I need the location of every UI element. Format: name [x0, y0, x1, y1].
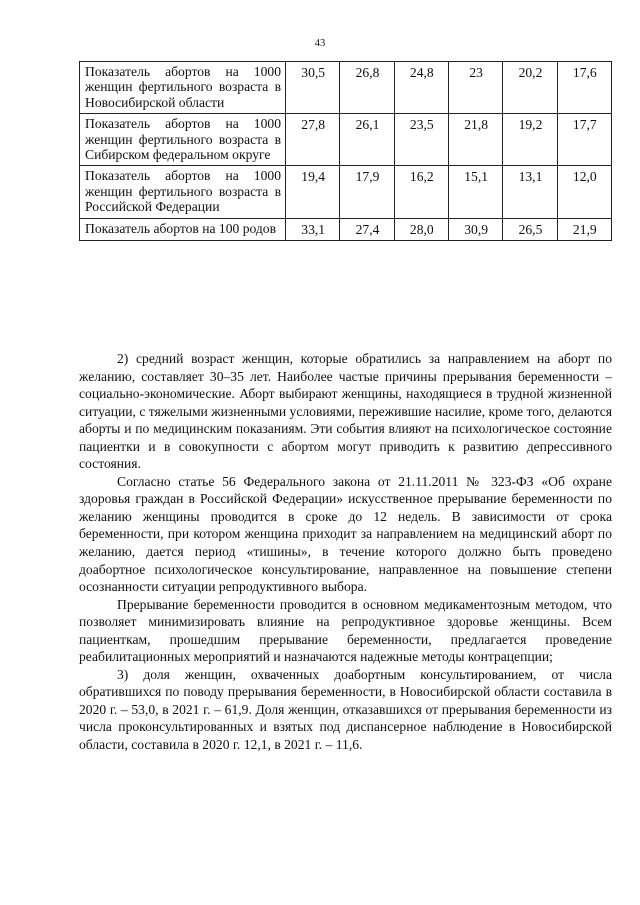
table-row [80, 114, 612, 166]
body-text [79, 350, 612, 754]
table-cell: 15,1 [448, 166, 502, 218]
table-cell: 17,7 [557, 114, 611, 166]
table-row [80, 166, 612, 218]
table-cell: 30,9 [448, 218, 502, 240]
table-row [80, 218, 612, 240]
table-cell: 23 [448, 62, 502, 114]
table-cell: 24,8 [394, 62, 448, 114]
table-cell: 20,2 [503, 62, 557, 114]
table-cell: 26,1 [340, 114, 394, 166]
row-label: Показатель абортов на 1000 женщин фертильного возраста в Российской Федерации [80, 166, 286, 218]
table-cell: 19,2 [503, 114, 557, 166]
table-cell: 17,9 [340, 166, 394, 218]
paragraph: 3) доля женщин, охваченных доабортным консультированием, от числа обратившихся по поводу прерывания беременности, в Новосибирской области составила в 2020 г. – 53,0, в 2021 г. – 61,9. Доля женщин, отказавшихся от прерывания беременности из числа проконсультированных и взятых под диспансерное наблюдение в Новосибирской области, составила в 2020 г. 12,1, в 2021 г. – 11,6. [79, 666, 612, 753]
paragraph: Согласно статье 56 Федерального закона от 21.11.2011 № 323-ФЗ «Об охране здоровья граждан в Российской Федерации» искусственное прерывание беременности по желанию женщины проводится в сроке до 12 недель. В зависимости от срока беременности, при котором женщина приходит за направлением на медицинский аборт по желанию, дается период «тишины», в течение которого должно быть проведено доабортное психологическое консультирование, направленное на повышение степени осознанности ситуации репродуктивного выбора. [79, 473, 612, 595]
table-row [80, 62, 612, 114]
row-label: Показатель абортов на 1000 женщин фертильного возраста в Новосибирской области [80, 62, 286, 114]
row-label: Показатель абортов на 1000 женщин фертильного возраста в Сибирском федеральном округе [80, 114, 286, 166]
paragraph: 2) средний возраст женщин, которые обратились за направлением на аборт по желанию, составляет 30–35 лет. Наиболее частые причины прерывания беременности – социально-экономические. Аборт выбирают женщины, находящиеся в трудной жизненной ситуации, с тяжелыми жизненными условиями, пережившие насилие, кроме того, делаются аборты и по медицинским показаниям. Эти события влияют на психологическое состояние пациентки и в совокупности с абортом могут приводить к развитию депрессивного состояния. [79, 351, 612, 472]
table-cell: 12,0 [557, 166, 611, 218]
table-cell: 21,9 [557, 218, 611, 240]
row-label: Показатель абортов на 100 родов [80, 218, 286, 240]
table-cell: 28,0 [394, 218, 448, 240]
table-cell: 26,5 [503, 218, 557, 240]
table-cell: 23,5 [394, 114, 448, 166]
table-cell: 33,1 [286, 218, 340, 240]
table-cell: 27,4 [340, 218, 394, 240]
page-number: 43 [314, 38, 326, 49]
table-cell: 19,4 [286, 166, 340, 218]
table-cell: 21,8 [448, 114, 502, 166]
table-cell: 17,6 [557, 62, 611, 114]
table-cell: 16,2 [394, 166, 448, 218]
paragraph: Прерывание беременности проводится в основном медикаментозным методом, что позволяет минимизировать влияние на репродуктивное здоровье женщины. Всем пациенткам, прошедшим прерывание беременности, предлагается проведение реабилитационных мероприятий и назначаются надежные методы контрацепции; [79, 596, 612, 665]
table-cell: 27,8 [286, 114, 340, 166]
table-cell: 30,5 [286, 62, 340, 114]
table-cell: 13,1 [503, 166, 557, 218]
table-cell: 26,8 [340, 62, 394, 114]
statistics-table [79, 61, 612, 241]
